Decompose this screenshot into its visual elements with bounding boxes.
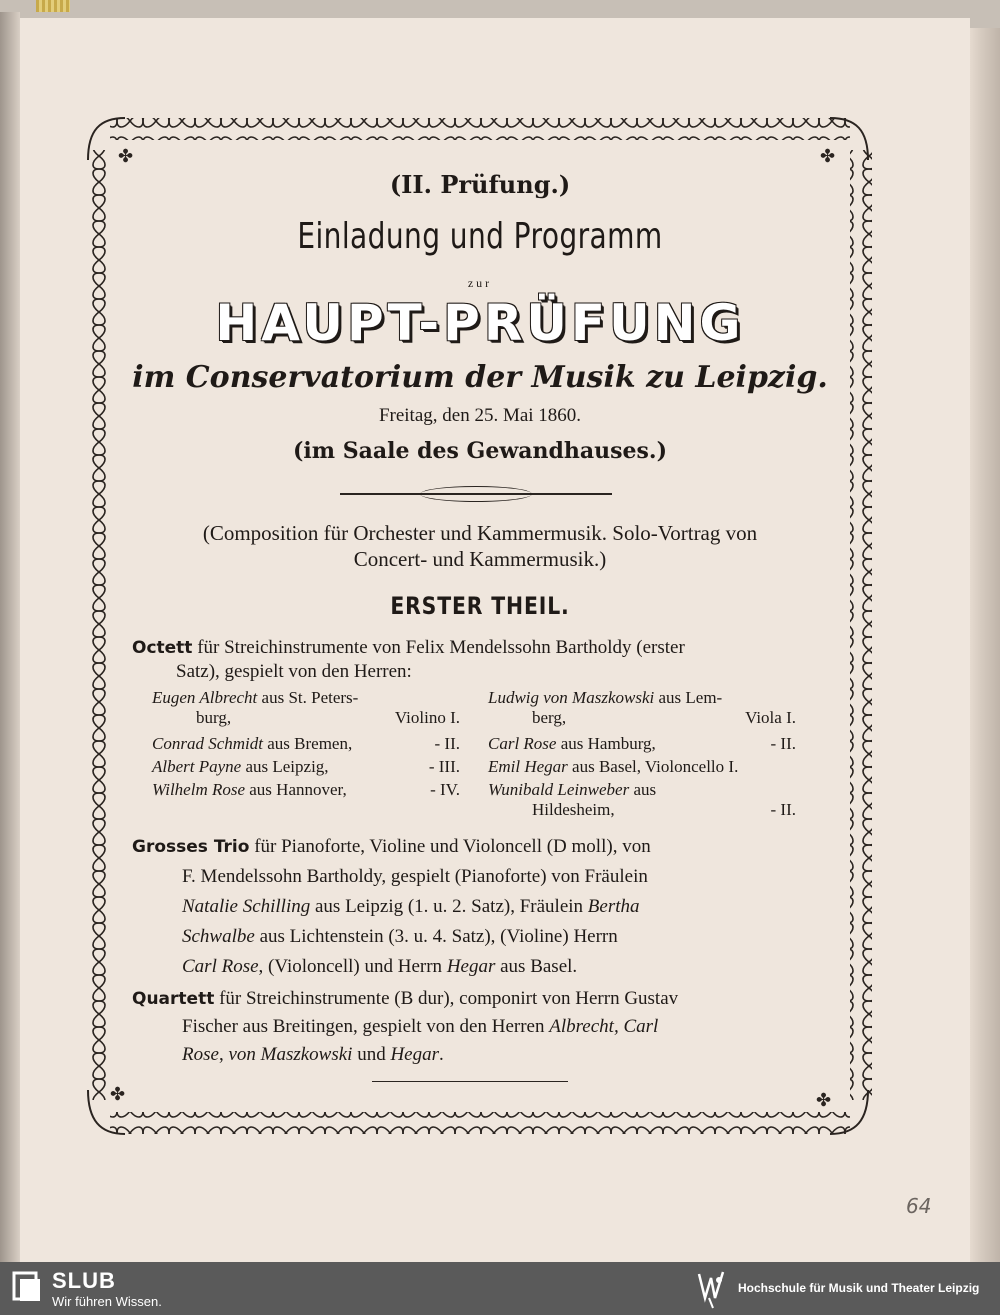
- section-title: ERSTER THEIL.: [390, 592, 570, 620]
- library-tagline: Wir führen Wissen.: [52, 1294, 162, 1309]
- player-list-item: Wunibald Leinweber aus Hildesheim, - II.: [488, 780, 796, 819]
- heading-pruefung: (II. Prüfung.): [389, 170, 571, 199]
- player-list-item: Carl Rose aus Hamburg, - II.: [488, 734, 796, 753]
- slub-logo-icon: [12, 1271, 42, 1303]
- composition-description: (Composition für Orchester und Kammermusik. Solo-Vortrag von Concert- und Kammermusik.): [202, 521, 758, 571]
- heading-haupt-pruefung: HAUPT-PRÜFUNG: [215, 294, 745, 352]
- heading-einladung: Einladung und Programm: [297, 216, 663, 257]
- svg-text:✤: ✤: [820, 146, 836, 167]
- quartett-entry: Quartett für Streichinstrumente (B dur), componirt von Herrn Gustav Fischer aus Breitingen, gespielt von den Herren Albrecht, Carl Rose, von Maszkowski und Hegar.: [132, 988, 679, 1065]
- divider-ornament: [420, 486, 532, 502]
- player-list-item: Wilhelm Rose aus Hannover, - IV.: [152, 780, 460, 799]
- player-list-item: Albert Payne aus Leipzig, - III.: [152, 757, 460, 776]
- viewer-footer: [0, 1262, 1000, 1315]
- heading-conservatorium: im Conservatorium der Musik zu Leipzig.: [132, 360, 828, 395]
- player-list-item: Eugen Albrecht aus St. Peters- burg, Violino I.: [152, 688, 460, 727]
- date-line: Freitag, den 25. Mai 1860.: [378, 405, 582, 426]
- octett-entry: Octett für Streichinstrumente von Felix Mendelssohn Bartholdy (erster Satz), gespielt von den Herren:: [132, 637, 685, 682]
- closing-divider: [372, 1081, 568, 1082]
- svg-text:✤: ✤: [110, 1084, 126, 1105]
- svg-text:✤: ✤: [816, 1090, 832, 1111]
- quartett-title: Quartett: [132, 989, 215, 1009]
- venue-line: (im Saale des Gewandhauses.): [293, 438, 667, 464]
- library-name: SLUB: [52, 1268, 116, 1293]
- heading-zur: zur: [467, 276, 493, 290]
- player-list-item: Emil Hegar aus Basel, Violoncello I.: [488, 757, 739, 776]
- trio-entry: Grosses Trio für Pianoforte, Violine und Violoncell (D moll), von F. Mendelssohn Bartholdy, gespielt (Pianoforte) von Fräulein Natalie Schilling aus Leipzig (1. u. 2. Satz), Fräulein Bertha Schwalbe aus Lichtenstein (3. u. 4. Satz), (Violine) Herrn Carl Rose, (Violoncell) und Herrn Hegar aus Basel.: [132, 836, 651, 977]
- player-list-item: Ludwig von Maszkowski aus Lem- berg, Viola I.: [488, 688, 796, 727]
- player-list-item: Conrad Schmidt aus Bremen, - II.: [152, 734, 460, 753]
- octett-title: Octett: [132, 638, 193, 658]
- partner-name: Hochschule für Musik und Theater Leipzig: [738, 1281, 980, 1295]
- trio-title: Grosses Trio: [132, 837, 250, 857]
- page-number: 64: [906, 1194, 932, 1218]
- svg-text:✤: ✤: [118, 146, 134, 167]
- hfm-logo-icon: [695, 1268, 729, 1310]
